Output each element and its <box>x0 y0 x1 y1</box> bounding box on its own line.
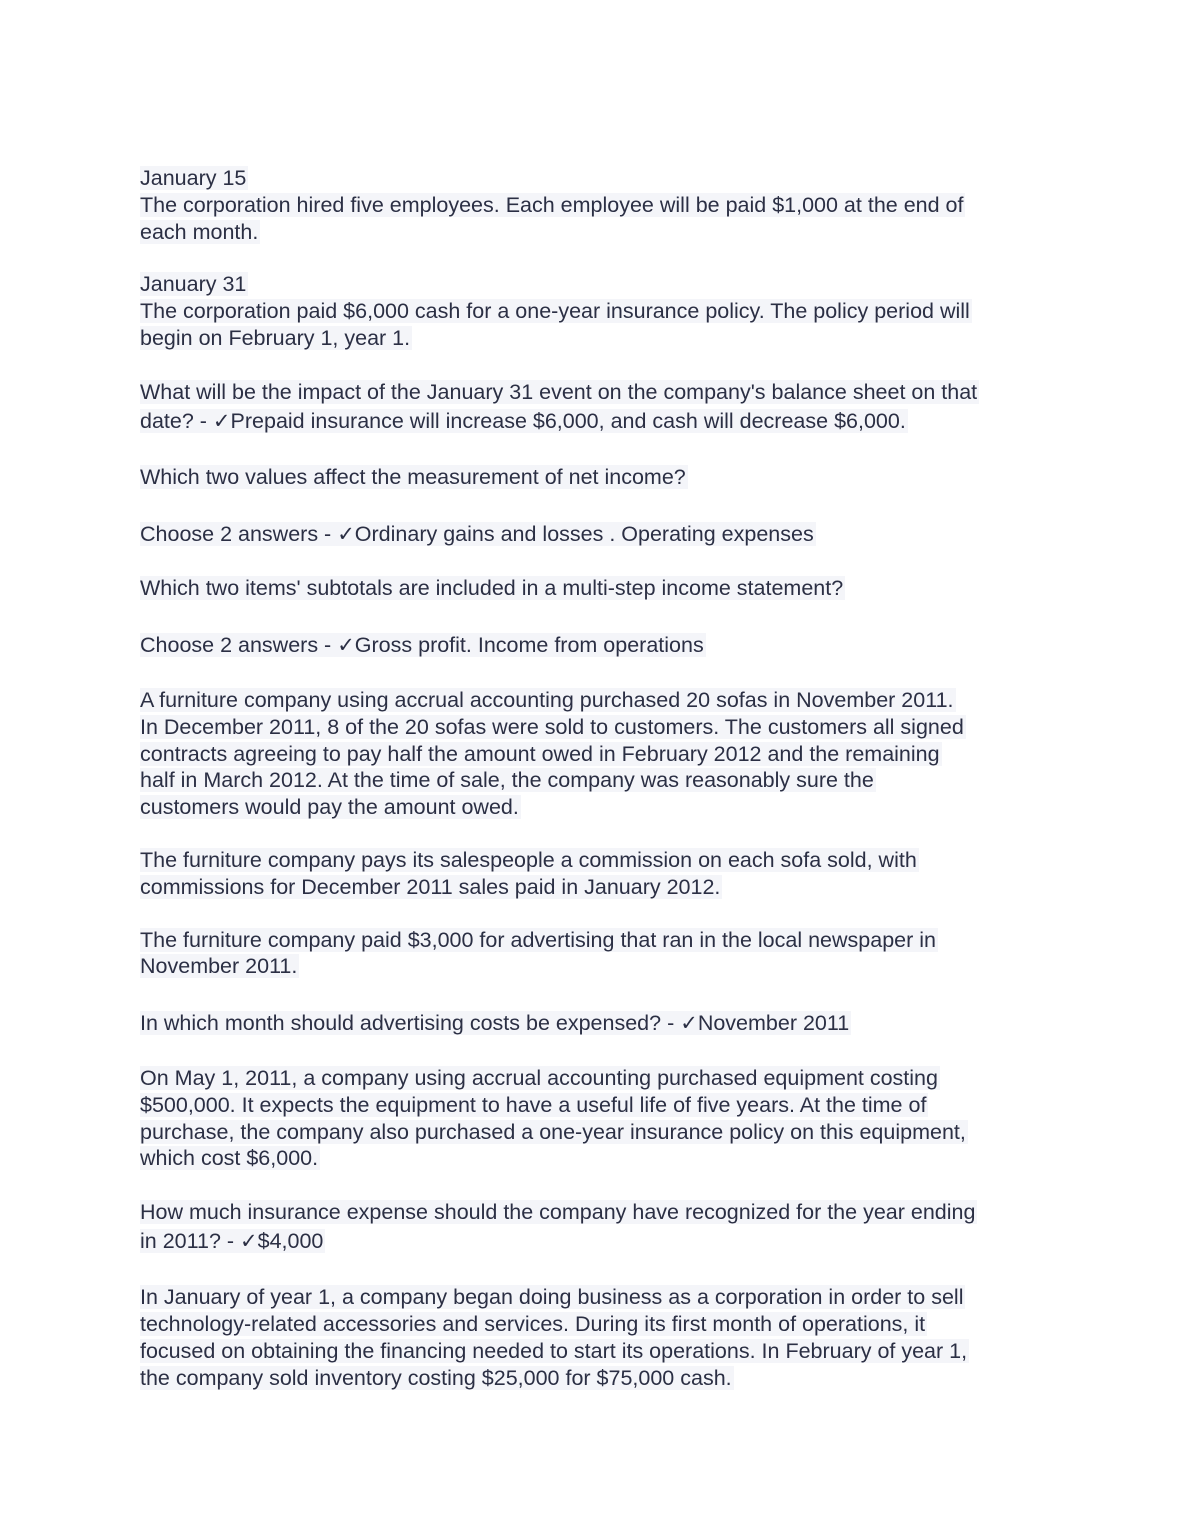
answer-line <box>140 1229 325 1253</box>
paragraph-line: In December 2011, 8 of the 20 sofas were sold to customers. The customers all signed <box>140 714 964 739</box>
scenario-technology-company <box>140 1284 1070 1391</box>
checkmark-icon: ✓ <box>240 1229 258 1254</box>
answer-prefix: In which month should advertising costs be expensed? - <box>140 1011 681 1036</box>
date-heading: January 15 <box>140 166 247 190</box>
answer-line <box>140 409 908 433</box>
paragraph-line: begin on February 1, year 1. <box>140 325 411 350</box>
paragraph-line: The corporation hired five employees. Each employee will be paid $1,000 at the end of <box>140 192 964 217</box>
paragraph-line: The furniture company pays its salespeople a commission on each sofa sold, with <box>140 847 917 872</box>
checkmark-icon: ✓ <box>680 1011 698 1036</box>
paragraph-line: The furniture company paid $3,000 for advertising that ran in the local newspaper in <box>140 927 936 952</box>
checkmark-icon: ✓ <box>212 408 231 433</box>
answer-net-income <box>140 521 1070 548</box>
paragraph-line: On May 1, 2011, a company using accrual accounting purchased equipment costing <box>140 1065 938 1090</box>
answer-text: Gross profit. Income from operations <box>354 633 704 658</box>
checkmark-icon: ✓ <box>337 521 355 546</box>
paragraph-line: A furniture company using accrual accounting purchased 20 sofas in November 2011. <box>140 687 954 712</box>
scenario-advertising <box>140 927 1070 981</box>
paragraph-line: focused on obtaining the financing needed to start its operations. In February of year 1, <box>140 1338 968 1363</box>
answer-multi-step <box>140 632 1070 659</box>
question-insurance-expense <box>140 1198 1070 1256</box>
answer-prefix: in 2011? - <box>140 1229 241 1254</box>
answer-text: November 2011 <box>697 1011 850 1036</box>
answer-text: Ordinary gains and losses . Operating expenses <box>354 521 814 546</box>
document-page <box>140 165 1070 1391</box>
question-text: How much insurance expense should the company have recognized for the year ending <box>140 1200 976 1225</box>
paragraph-line: contracts agreeing to pay half the amount owed in February 2012 and the remaining <box>140 741 940 766</box>
scenario-furniture-sofas <box>140 687 1070 821</box>
paragraph-line: which cost $6,000. <box>140 1146 319 1171</box>
paragraph-line: The corporation paid $6,000 cash for a one-year insurance policy. The policy period will <box>140 299 970 324</box>
question-advertising-month <box>140 1010 1070 1037</box>
answer-line <box>140 1011 851 1035</box>
answer-text: Prepaid insurance will increase $6,000, and cash will decrease $6,000. <box>230 408 906 433</box>
question-text: Which two values affect the measurement of net income? <box>140 464 686 489</box>
paragraph-line: technology-related accessories and services. During its first month of operations, it <box>140 1311 926 1336</box>
checkmark-icon: ✓ <box>337 633 355 658</box>
answer-text: $4,000 <box>257 1229 324 1254</box>
question-text: What will be the impact of the January 31 event on the company's balance sheet on that <box>140 379 978 404</box>
paragraph-line: November 2011. <box>140 954 298 979</box>
question-net-income <box>140 464 1070 491</box>
question-balance-sheet-impact <box>140 378 1070 436</box>
entry-january-15 <box>140 165 1070 245</box>
paragraph-line: half in March 2012. At the time of sale, the company was reasonably sure the <box>140 768 874 793</box>
paragraph-line: the company sold inventory costing $25,000 for $75,000 cash. <box>140 1365 732 1390</box>
entry-january-31 <box>140 271 1070 351</box>
paragraph-line: commissions for December 2011 sales paid in January 2012. <box>140 874 721 899</box>
answer-prefix: Choose 2 answers - <box>140 521 338 546</box>
question-text: Which two items' subtotals are included in a multi-step income statement? <box>140 576 844 601</box>
answer-line <box>140 633 706 657</box>
question-multi-step <box>140 575 1070 602</box>
paragraph-line: purchase, the company also purchased a one-year insurance policy on this equipment, <box>140 1119 966 1144</box>
paragraph-line: $500,000. It expects the equipment to have a useful life of five years. At the time of <box>140 1092 927 1117</box>
scenario-equipment <box>140 1065 1070 1172</box>
paragraph-line: customers would pay the amount owed. <box>140 795 519 820</box>
answer-prefix: date? - <box>140 408 213 433</box>
paragraph-line: In January of year 1, a company began doing business as a corporation in order to sell <box>140 1285 964 1310</box>
answer-prefix: Choose 2 answers - <box>140 633 338 658</box>
date-heading: January 31 <box>140 272 247 297</box>
answer-line <box>140 522 816 546</box>
scenario-commissions <box>140 847 1070 901</box>
paragraph-line: each month. <box>140 219 259 244</box>
